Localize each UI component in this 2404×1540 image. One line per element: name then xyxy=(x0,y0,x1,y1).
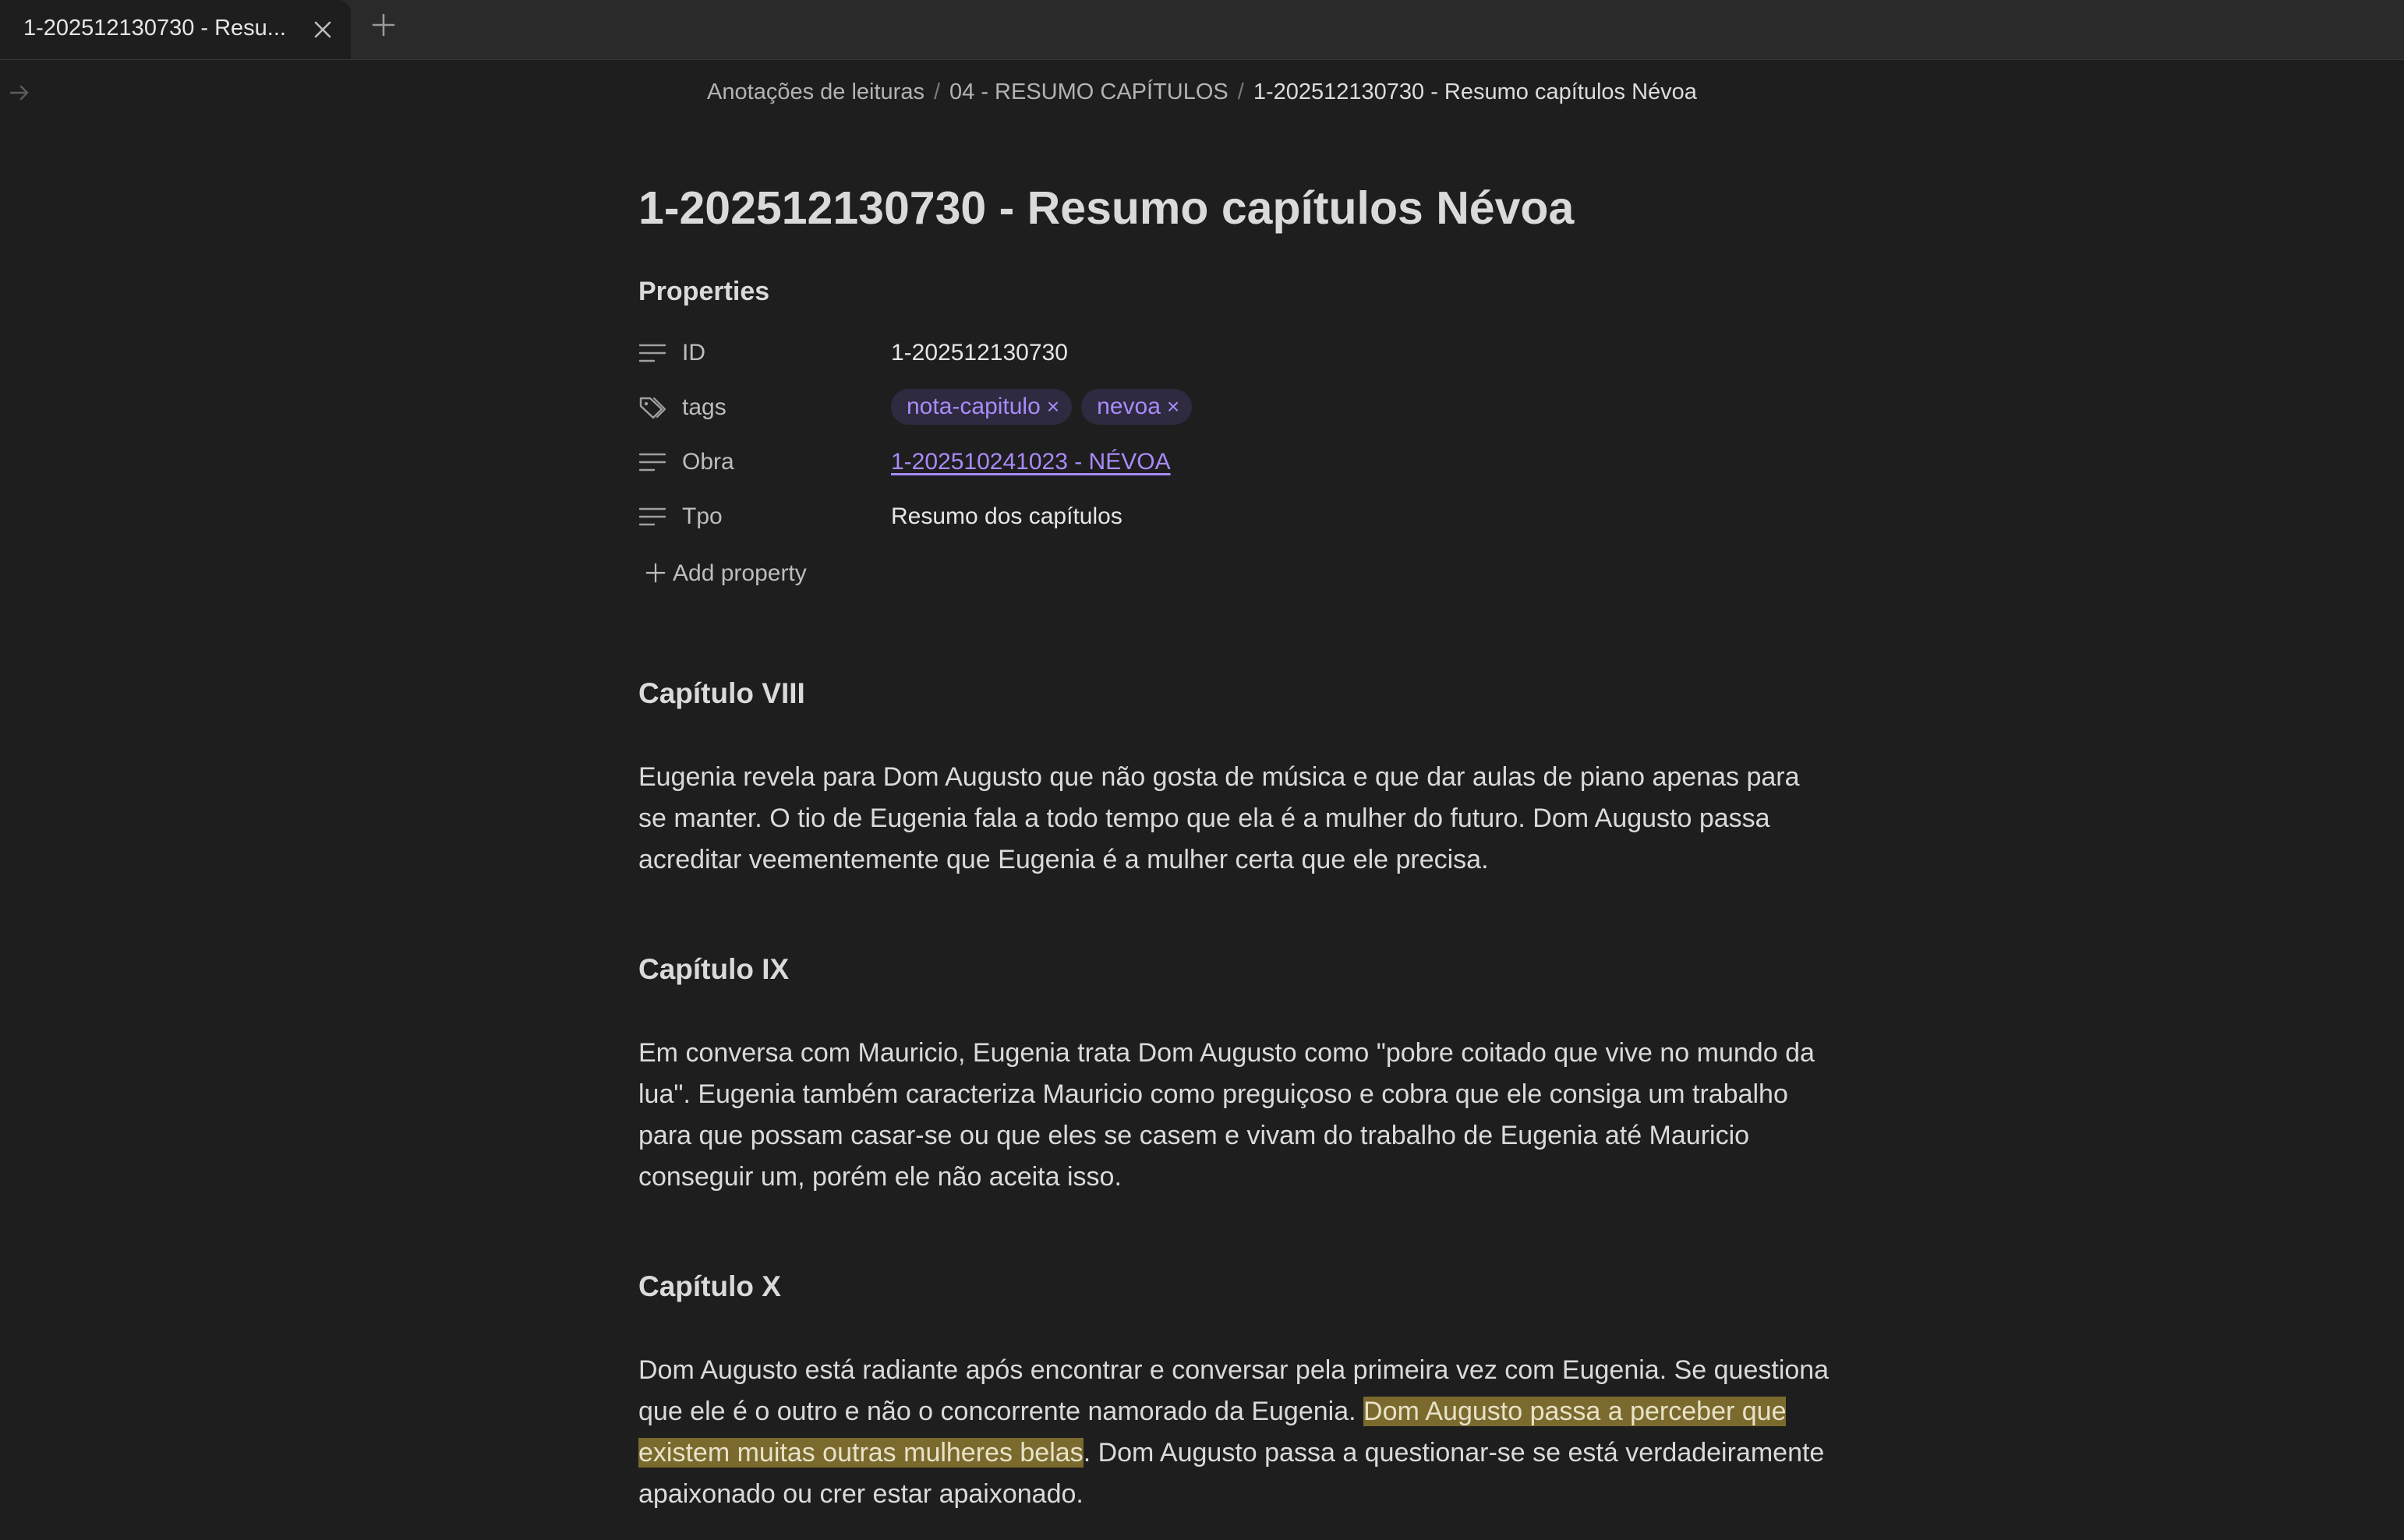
property-row-tpo xyxy=(638,497,1823,536)
tag-pill[interactable] xyxy=(1081,389,1192,425)
property-row-id xyxy=(638,334,1823,373)
text-lines-icon xyxy=(638,450,666,475)
breadcrumb xyxy=(0,78,2404,106)
property-row-tags xyxy=(638,388,1823,427)
breadcrumb-separator: / xyxy=(1237,79,1244,104)
tag-remove-icon[interactable]: × xyxy=(1046,394,1060,419)
properties-heading[interactable]: Properties xyxy=(638,277,770,306)
section-heading[interactable]: Capítulo IX xyxy=(638,953,790,985)
property-value-obra-link[interactable]: 1-202510241023 - NÉVOA xyxy=(891,449,1171,475)
breadcrumb-item-folder[interactable]: Anotações de leituras xyxy=(707,79,924,104)
add-property-label: Add property xyxy=(673,560,807,586)
page-title[interactable]: 1-202512130730 - Resumo capítulos Névoa xyxy=(638,182,1575,234)
tag-label: nevoa xyxy=(1097,394,1161,419)
tag-pill[interactable] xyxy=(891,389,1072,425)
breadcrumb-item-subfolder[interactable]: 04 - RESUMO CAPÍTULOS xyxy=(949,79,1229,104)
text-lines-icon xyxy=(638,341,666,366)
property-value-tags xyxy=(891,394,1201,429)
section-heading[interactable]: Capítulo VIII xyxy=(638,677,805,709)
tag-icon xyxy=(638,395,666,420)
text-lines-icon xyxy=(638,504,666,529)
section-paragraph[interactable] xyxy=(638,1350,1831,1515)
property-key[interactable]: ID xyxy=(682,340,705,366)
breadcrumb-item-current[interactable]: 1-202512130730 - Resumo capítulos Névoa xyxy=(1253,79,1697,104)
plus-icon xyxy=(645,562,666,584)
section-paragraph[interactable]: Eugenia revela para Dom Augusto que não gosta de música e que dar aulas de piano apenas para se manter. O tio de Eugenia fala a todo tempo que ela é a mulher do futuro. Dom Augusto passa acreditar veementemente que Eugenia é a mulher certa que ele precisa. xyxy=(638,762,1800,874)
section-heading[interactable]: Capítulo X xyxy=(638,1270,781,1302)
tag-label: nota-capitulo xyxy=(907,394,1041,419)
property-key[interactable]: Tpo xyxy=(682,503,723,529)
tab-bar xyxy=(0,0,2404,60)
paragraph-text: . Dom Augusto passa a questionar-se se está verdadeiramente apaixonado ou crer estar apaixonado. xyxy=(638,1438,1825,1509)
plus-icon[interactable] xyxy=(369,11,398,39)
paragraph-text: Dom Augusto está radiante após encontrar e conversar pela primeira vez com Eugenia. Se questiona que ele é o outro e não o concorrente namorado da Eugenia. xyxy=(638,1355,1830,1426)
highlighted-text: Dom Augusto passa a perceber que existem muitas outras mulheres belas xyxy=(638,1397,1787,1468)
tab-title: 1-202512130730 - Resu... xyxy=(23,16,286,41)
property-value-id[interactable]: 1-202512130730 xyxy=(891,340,1068,366)
property-key[interactable]: Obra xyxy=(682,449,734,475)
close-icon[interactable] xyxy=(310,17,335,42)
property-row-obra xyxy=(638,443,1823,482)
tab-active-note[interactable] xyxy=(0,0,351,59)
tag-remove-icon[interactable]: × xyxy=(1166,394,1180,419)
add-property-button[interactable] xyxy=(645,560,807,588)
breadcrumb-separator: / xyxy=(933,79,941,104)
section-paragraph[interactable]: Em conversa com Mauricio, Eugenia trata Dom Augusto como "pobre coitado que vive no mundo da lua". Eugenia também caracteriza Mauricio como preguiçoso e cobra que ele consiga um trabalho para que possam casar-se ou que eles se casem e vivam do trabalho de Eugenia até Mauricio conseguir um, porém ele não aceita isso. xyxy=(638,1038,1815,1192)
property-key[interactable]: tags xyxy=(682,394,727,420)
property-value-tpo[interactable]: Resumo dos capítulos xyxy=(891,503,1122,529)
